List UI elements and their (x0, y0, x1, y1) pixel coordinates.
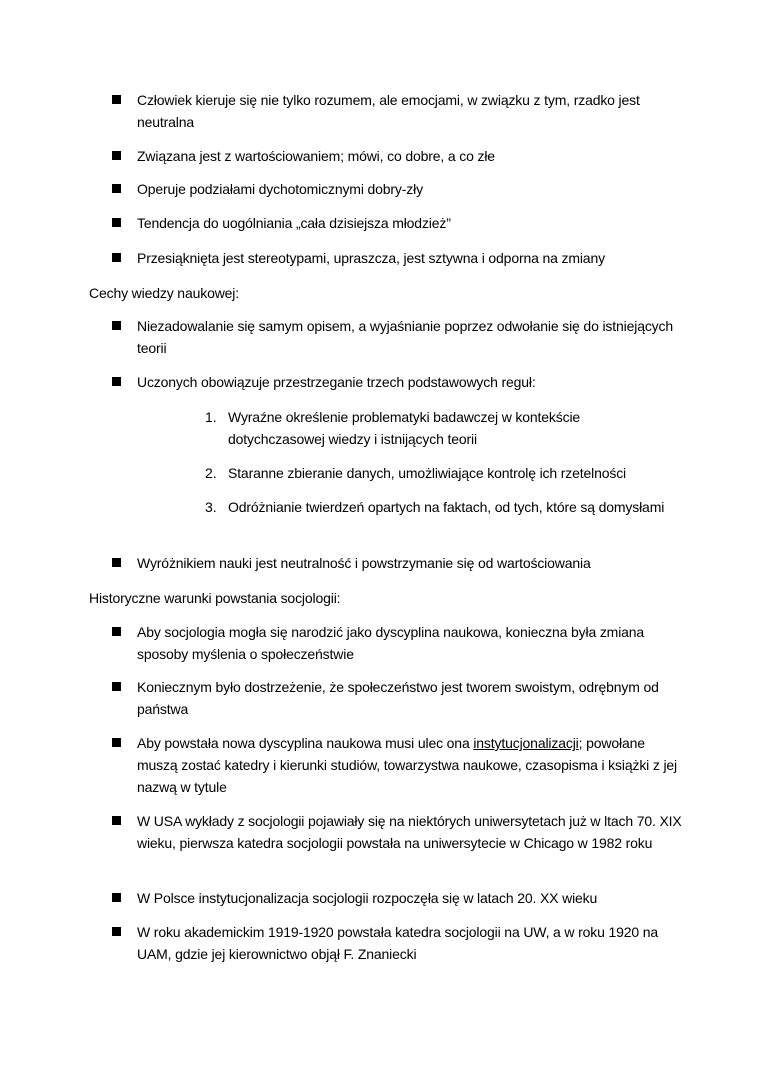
bullet-square-icon (112, 321, 121, 330)
bullet-square-icon (112, 558, 121, 567)
list-item-text: Tendencja do uogólniania „cała dzisiejsza młodzież” (137, 215, 451, 231)
text-segment: Aby powstała nowa dyscyplina naukowa musi ulec ona (137, 735, 474, 751)
numbered-item (205, 406, 670, 450)
bullet-square-icon (112, 738, 121, 747)
bullet-square-icon (112, 816, 121, 825)
bullet-square-icon (112, 95, 121, 104)
bullet-square-icon (112, 927, 121, 936)
bullet-square-icon (112, 253, 121, 262)
numbered-item-text: Odróżnianie twierdzeń opartych na faktach, od tych, które są domysłami (228, 499, 665, 515)
bullet-square-icon (112, 151, 121, 160)
list-item (112, 732, 682, 798)
list-item (112, 89, 682, 133)
list-item-text: W roku akademickim 1919-1920 powstała katedra socjologii na UW, a w roku 1920 na UAM, gdzie jej kierownictwo objął F. Znaniecki (137, 924, 659, 962)
list-item-text: Uczonych obowiązuje przestrzeganie trzech podstawowych reguł: (137, 374, 536, 390)
list-item-text: Koniecznym było dostrzeżenie, że społeczeństwo jest tworem swoistym, odrębnym od państwa (137, 679, 659, 717)
list-item (112, 810, 682, 854)
list-item-text: Niezadowalanie się samym opisem, a wyjaśnianie poprzez odwołanie się do istniejących teorii (137, 318, 674, 356)
list-item-text: W Polsce instytucjonalizacja socjologii rozpoczęła się w latach 20. XX wieku (137, 890, 598, 906)
list-item (112, 676, 682, 720)
list-item-text: Związana jest z wartościowaniem; mówi, co dobre, a co złe (137, 148, 495, 164)
list-item-text (137, 732, 682, 798)
item-number: 3. (205, 499, 217, 515)
bullet-square-icon (112, 682, 121, 691)
list-item (112, 621, 682, 665)
list-item-text: Wyróżnikiem nauki jest neutralność i powstrzymanie się od wartościowania (137, 555, 591, 571)
section-heading: Historyczne warunki powstania socjologii: (89, 590, 341, 606)
list-item (112, 212, 682, 234)
numbered-item (205, 496, 670, 518)
list-item (112, 921, 682, 965)
list-item (112, 247, 682, 269)
numbered-item-text: Wyraźne określenie problematyki badawczej w kontekście dotychczasowej wiedzy i istnijących teorii (228, 409, 581, 447)
numbered-item-text: Staranne zbieranie danych, umożliwiające kontrolę ich rzetelności (228, 465, 627, 481)
list-item (112, 315, 682, 359)
text-segment: ; powołane muszą zostać katedry i kierunki studiów, towarzystwa naukowe, czasopisma i książki z jej nazwą w tytule (137, 735, 678, 795)
list-item (112, 887, 682, 909)
bullet-square-icon (112, 184, 121, 193)
list-item-text: Przesiąknięta jest stereotypami, upraszcza, jest sztywna i odporna na zmiany (137, 250, 605, 266)
list-item-text: Człowiek kieruje się nie tylko rozumem, ale emocjami, w związku z tym, rzadko jest neutralna (137, 92, 640, 130)
item-number: 2. (205, 465, 217, 481)
list-item-text: Aby socjologia mogła się narodzić jako dyscyplina naukowa, konieczna była zmiana sposoby myślenia o społeczeństwie (137, 624, 645, 662)
bullet-square-icon (112, 218, 121, 227)
underlined-term: instytucjonalizacji (473, 735, 579, 751)
numbered-item (205, 462, 670, 484)
bullet-square-icon (112, 627, 121, 636)
bullet-square-icon (112, 377, 121, 386)
item-number: 1. (205, 409, 217, 425)
list-item (112, 145, 682, 167)
list-item-text: W USA wykłady z socjologii pojawiały się na niektórych uniwersytetach już w ltach 70. XIX wieku, pierwsza katedra socjologii powstała na uniwersytecie w Chicago w 1982 roku (137, 813, 682, 851)
list-item (112, 178, 682, 200)
list-item (112, 552, 682, 574)
bullet-square-icon (112, 893, 121, 902)
list-item-text: Operuje podziałami dychotomicznymi dobry-zły (137, 181, 423, 197)
section-heading: Cechy wiedzy naukowej: (89, 285, 239, 301)
list-item (112, 371, 682, 393)
